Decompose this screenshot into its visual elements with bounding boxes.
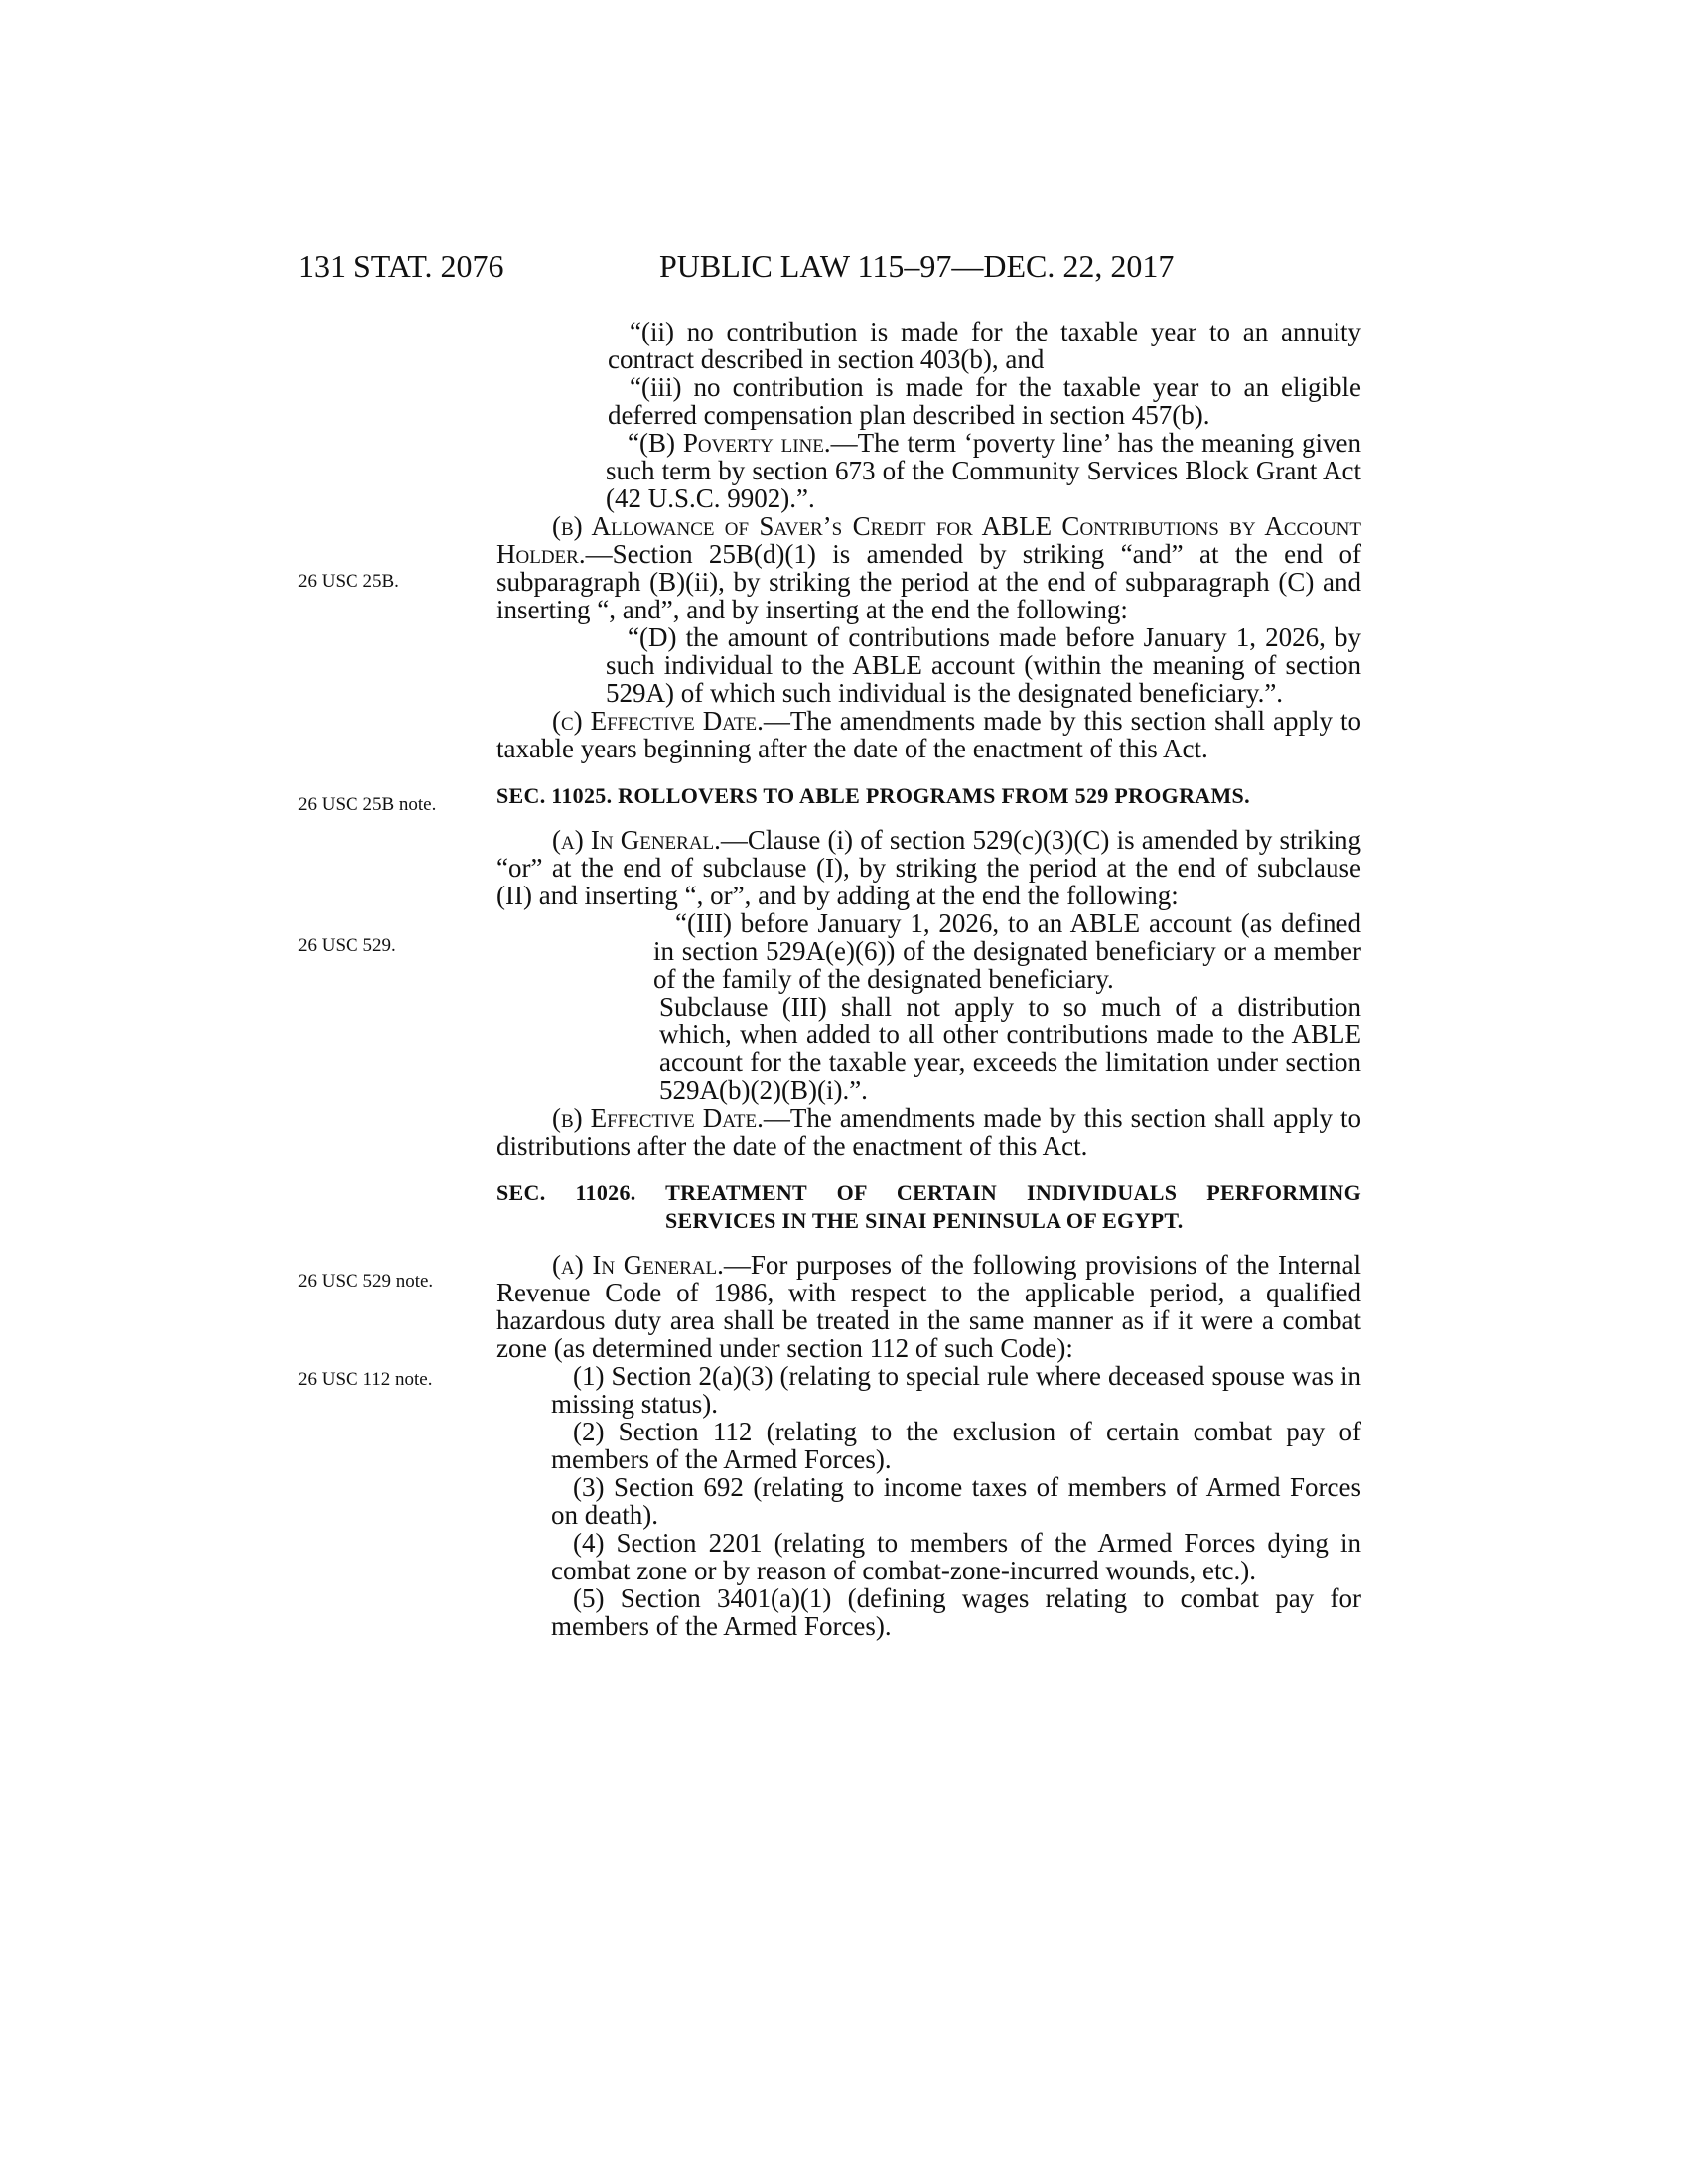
effective-date-heading-11025: (b) Effective Date. — [552, 1103, 764, 1133]
effective-date-heading-c: (c) Effective Date. — [552, 706, 764, 736]
list-item-1: (1) Section 2(a)(3) (relating to special rule where deceased spouse was in missing status). — [551, 1361, 1361, 1419]
list-item-3: (3) Section 692 (relating to income taxes of members of Armed Forces on death). — [551, 1472, 1361, 1530]
clause-ii: “(ii) no contribution is made for the taxable year to an annuity contract described in section 403(b), and — [608, 317, 1361, 374]
statute-page-number: 131 STAT. 2076 — [298, 248, 504, 284]
spacer — [496, 1160, 1361, 1179]
poverty-line-text: —The term ‘poverty line’ has the meaning given such term by section 673 of the Community Services Block Grant Act (42 U.S.C. 9902).”. — [606, 428, 1361, 513]
section-11026-heading-line1: SEC. 11026. TREATMENT OF CERTAIN INDIVIDUALS PERFORMING — [496, 1180, 1361, 1205]
page-header — [0, 248, 1688, 288]
spacer — [496, 762, 1361, 782]
spacer — [496, 1235, 1361, 1251]
statute-body — [496, 318, 1361, 1640]
list-item-4: (4) Section 2201 (relating to members of the Armed Forces dying in combat zone or by reason of combat-zone-incurred wounds, etc.). — [551, 1528, 1361, 1585]
savers-credit-text: —Section 25B(d)(1) is amended by striking “and” at the end of subparagraph (B)(ii), by striking the period at the end of subparagraph (C) and inserting “, and”, and by inserting at the end the following: — [496, 539, 1361, 624]
effective-date-text-c: —The amendments made by this section shall apply to taxable years beginning after the date of the enactment of this Act. — [496, 706, 1361, 763]
subparagraph-b — [496, 429, 1361, 512]
section-11025-heading: SEC. 11025. ROLLOVERS TO ABLE PROGRAMS FROM 529 PROGRAMS. — [496, 783, 1250, 808]
subparagraph-d: “(D) the amount of contributions made before January 1, 2026, by such individual to the ABLE account (within the meaning of section 529A) of which such individual is the designated beneficiary.”. — [606, 622, 1361, 708]
in-general-text-11026: —For purposes of the following provisions of the Internal Revenue Code of 1986, with respect to the applicable period, a qualified hazardous duty area shall be treated in the same manner as if it were a combat zone (as determined under section 112 of such Code): — [496, 1250, 1361, 1363]
section-11026-subsection-a — [496, 1251, 1361, 1362]
subsection-b — [496, 512, 1361, 623]
spacer — [496, 810, 1361, 826]
section-11025-subsection-a — [496, 826, 1361, 909]
margin-note-25b: 26 USC 25B. — [298, 571, 399, 592]
margin-note-25b-note: 26 USC 25B note. — [298, 794, 437, 815]
effective-date-text-11025: —The amendments made by this section shall apply to distributions after the date of the enactment of this Act. — [496, 1103, 1361, 1160]
in-general-heading-11025: (a) In General. — [552, 825, 721, 855]
section-11026-heading-line2: SERVICES IN THE SINAI PENINSULA OF EGYPT. — [665, 1208, 1184, 1233]
savers-credit-heading: (b) Allowance of Saver’s Credit for ABLE Contributions by Account Holder. — [496, 511, 1361, 569]
list-item-5: (5) Section 3401(a)(1) (defining wages relating to combat pay for members of the Armed Forces). — [551, 1583, 1361, 1641]
clause-iii: “(iii) no contribution is made for the taxable year to an eligible deferred compensation plan described in section 457(b). — [608, 372, 1361, 430]
margin-note-529: 26 USC 529. — [298, 935, 396, 956]
subclause-iii: “(III) before January 1, 2026, to an ABLE account (as defined in section 529A(e)(6)) of the designated beneficiary or a member of the family of the designated beneficiary. — [653, 908, 1361, 994]
subsection-c — [496, 707, 1361, 762]
margin-note-112-note: 26 USC 112 note. — [298, 1369, 433, 1390]
subclause-limitation: Subclause (III) shall not apply to so much of a distribution which, when added to all other contributions made to the ABLE account for the taxable year, exceeds the limitation under section 529A(b)(2)(B)(i).”. — [659, 992, 1361, 1105]
margin-note-529-note: 26 USC 529 note. — [298, 1271, 434, 1292]
in-general-heading-11026: (a) In General. — [552, 1250, 724, 1280]
public-law-title: PUBLIC LAW 115–97—DEC. 22, 2017 — [659, 248, 1175, 284]
poverty-line-heading: “(B) Poverty line. — [628, 428, 831, 458]
section-11025-subsection-b — [496, 1104, 1361, 1160]
in-general-text-11025: —Clause (i) of section 529(c)(3)(C) is amended by striking “or” at the end of subclause (I), by striking the period at the end of subclause (II) and inserting “, or”, and by adding at the end the following: — [496, 825, 1362, 910]
list-item-2: (2) Section 112 (relating to the exclusion of certain combat pay of members of the Armed Forces). — [551, 1417, 1361, 1474]
